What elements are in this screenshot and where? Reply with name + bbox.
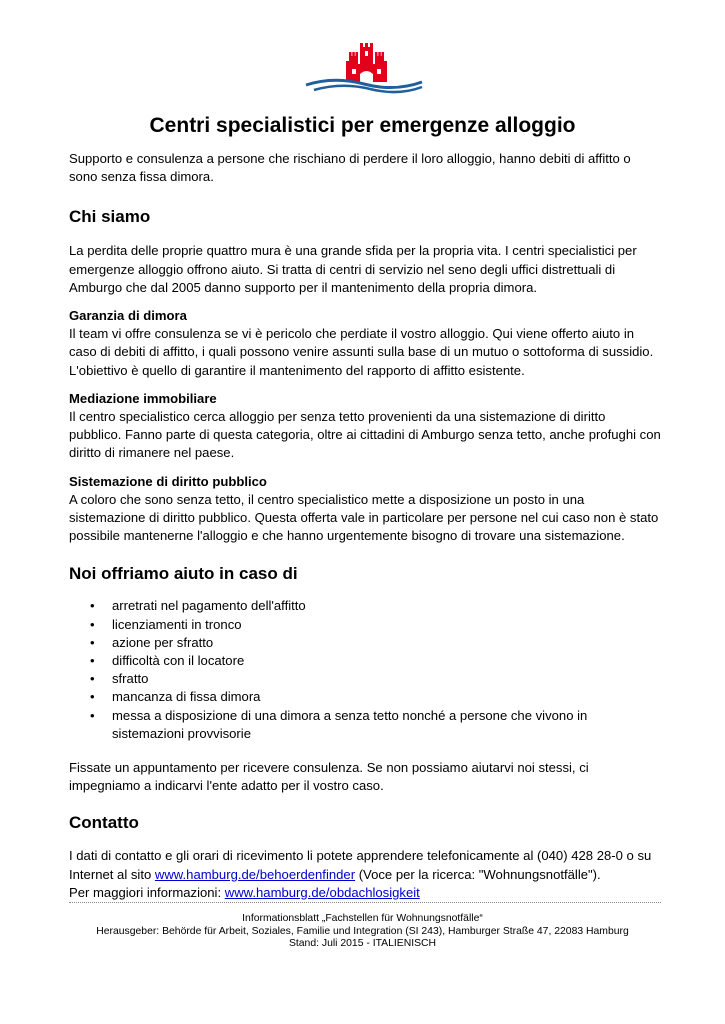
contact-text-part: Per maggiori informazioni: [69,884,225,900]
footer [0,913,725,951]
help-list [69,597,661,743]
section-text: Il centro specialistico cerca alloggio per senza tetto provenienti da una sistemazione di diritto pubblico. Fanno parte di questa categoria, oltre ai cittadini di Amburgo senza tetto, anche profughi con diritto di rimanere nel paese. [69,409,661,461]
contact-text-part: I dati di contatto e gli orari di ricevimento li potete apprendere telefonicamente al (040) 428 28-0 o su Internet al sito [69,848,652,882]
page-title: Centri specialistici per emergenze alloggio [149,114,576,137]
chi-siamo-heading: Chi siamo [69,207,151,227]
list-item: • azione per sfratto [69,634,661,652]
chi-siamo-text: La perdita delle proprie quattro mura è una grande sfida per la propria vita. I centri specialistici per emergenze alloggio offrono aiuto. Si tratta di centri di servizio nel seno degli uffici distrettuali di Amburgo che dal 2005 danno supporto per il mantenimento della propria dimora. [69,243,637,295]
contact-text-part: (Voce per la ricerca: "Wohnungsnotfälle"). [355,866,601,882]
list-item: • arretrati nel pagamento dell'affitto [69,597,661,615]
behoerdenfinder-link[interactable]: www.hamburg.de/behoerdenfinder [154,866,356,882]
list-item: • sfratto [69,670,661,688]
footer-line-title: Informationsblatt „Fachstellen für Wohnungsnotfälle“ [242,913,483,924]
contact-text [69,847,661,902]
footer-divider [69,902,661,903]
footer-line-publisher: Herausgeber: Behörde für Arbeit, Soziales, Familie und Integration (SI 243), Hamburger Straße 47, 22083 Hamburg [96,925,629,937]
list-item: • mancanza di fissa dimora [69,688,661,706]
footer-line-date: Stand: Juli 2015 - ITALIENISCH [288,938,437,949]
section-title: Mediazione immobiliare [69,390,217,406]
appointment-text: Fissate un appuntamento per ricevere consulenza. Se non possiamo aiutarvi noi stessi, ci impegniamo a indicarvi l'ente adatto per il vostro caso. [69,760,589,794]
section-mediazione [69,390,661,463]
section-title: Garanzia di dimora [69,308,187,324]
section-title: Sistemazione di diritto pubblico [69,473,267,489]
intro-text: Supporto e consulenza a persone che rischiano di perdere il loro alloggio, hanno debiti di affitto o sono senza fissa dimora. [69,151,631,185]
hamburg-logo [304,40,424,96]
obdachlosigkeit-link[interactable]: www.hamburg.de/obdachlosigkeit [224,884,420,900]
hamburg-coat-of-arms-icon [304,40,424,96]
contact-heading: Contatto [69,813,139,833]
list-item: • messa a disposizione di una dimora a senza tetto nonché a persone che vivono in sistemazioni provvisorie [69,707,661,743]
section-garanzia [69,307,661,380]
help-heading: Noi offriamo aiuto in caso di [69,564,298,584]
section-text: Il team vi offre consulenza se vi è pericolo che perdiate il vostro alloggio. Qui viene offerto aiuto in caso di debiti di affitto, i quali possono venire assunti sulla base di un mutuo o sottoforma di sussidio. L'obiettivo è quello di garantire il mantenimento del rapporto di affitto esistente. [69,326,654,378]
section-text: A coloro che sono senza tetto, il centro specialistico mette a disposizione un posto in una sistemazione di diritto pubblico. Questa offerta vale in particolare per persone nel cui caso non è stato possibile mantenerne l'alloggio e che hanno urgentemente bisogno di trovare una sistemazione. [69,491,659,544]
section-sistemazione [69,473,661,546]
main-content [69,148,661,902]
list-item: • difficoltà con il locatore [69,652,661,670]
list-item: • licenziamenti in tronco [69,616,661,634]
